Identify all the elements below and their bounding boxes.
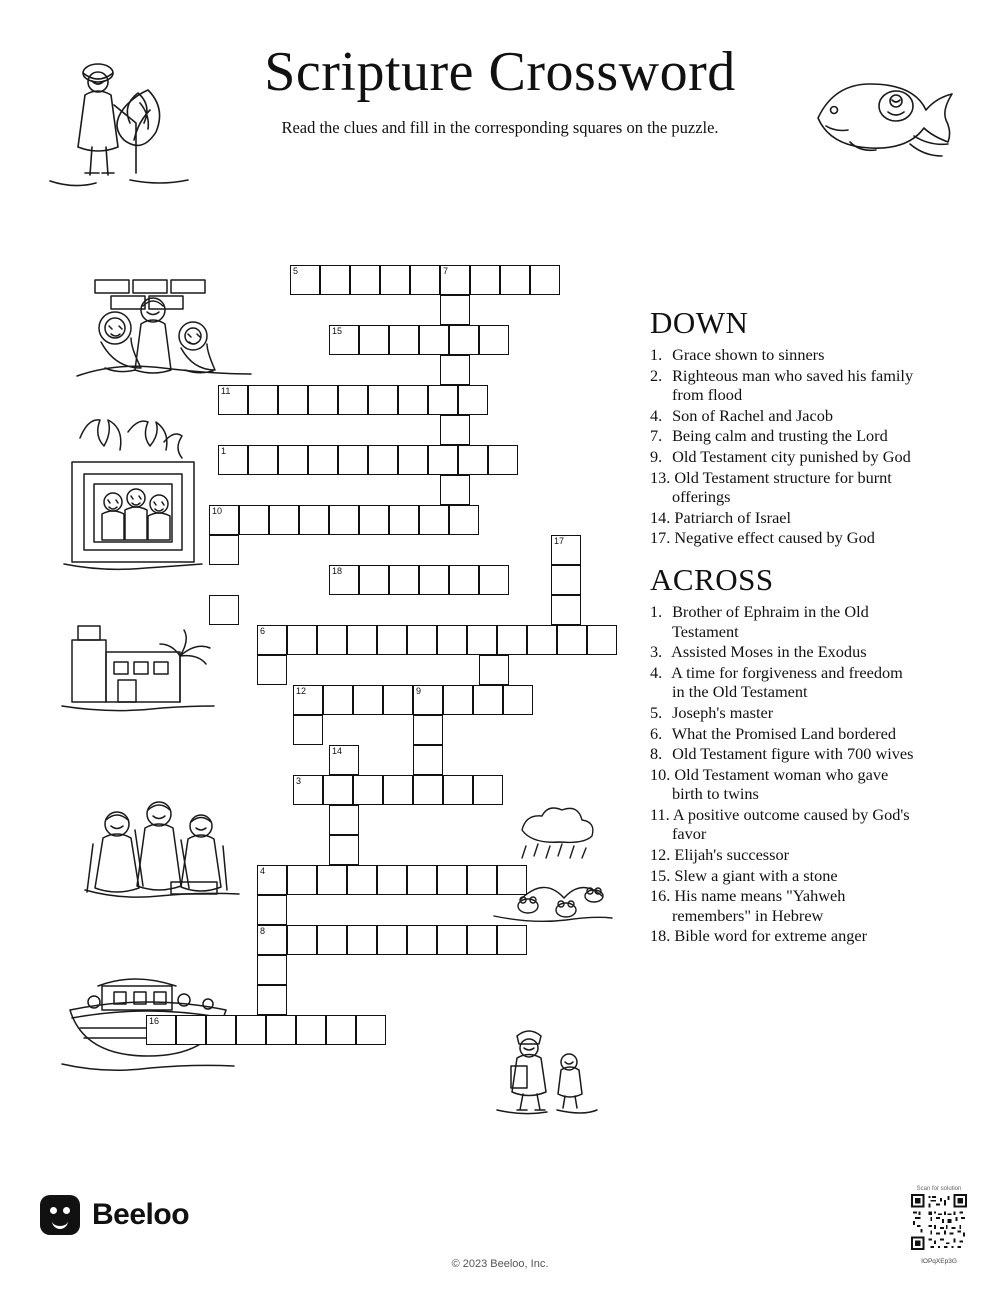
crossword-cell[interactable] <box>497 925 527 955</box>
across-clue-text: Brother of Ephraim in the Old Testament <box>668 601 869 641</box>
crossword-cell[interactable] <box>257 955 287 985</box>
crossword-cell[interactable] <box>287 865 317 895</box>
crossword-cell[interactable] <box>257 895 287 925</box>
crossword-cell[interactable] <box>467 925 497 955</box>
crossword-cell[interactable] <box>257 925 287 955</box>
across-clue-number: 15. <box>650 865 671 885</box>
crossword-cell[interactable] <box>218 445 248 475</box>
crossword-cell-number: 11 <box>221 386 231 396</box>
crossword-cell[interactable] <box>257 655 287 685</box>
across-clue-item <box>650 602 915 641</box>
brand-name: Beeloo <box>92 1198 190 1231</box>
crossword-cell[interactable] <box>209 505 239 535</box>
down-clue-item <box>650 345 915 365</box>
crossword-cell[interactable] <box>296 1015 326 1045</box>
down-heading: DOWN <box>650 305 749 340</box>
across-clue-text: Bible word for extreme anger <box>670 926 868 946</box>
beeloo-mark-icon <box>40 1195 80 1235</box>
across-clue-number: 11. <box>650 804 670 824</box>
crossword-cell[interactable] <box>257 985 287 1015</box>
temple-building-illustration <box>58 610 218 720</box>
copyright-text: © 2023 Beeloo, Inc. <box>451 1258 549 1270</box>
crossword-cell[interactable] <box>329 505 359 535</box>
crossword-cell[interactable] <box>308 385 338 415</box>
crossword-cell-number: 15 <box>332 326 343 336</box>
clues-panel <box>650 305 915 947</box>
down-clue-number: 4. <box>650 405 663 425</box>
across-clue-number: 18. <box>650 926 671 946</box>
crossword-cell[interactable] <box>317 625 347 655</box>
crossword-cell-number: 18 <box>332 566 343 576</box>
crossword-cell[interactable] <box>323 775 353 805</box>
crossword-cell[interactable] <box>467 865 497 895</box>
down-clue-text: Negative effect caused by God <box>670 528 875 548</box>
crossword-cell[interactable] <box>389 565 419 595</box>
crossword-cell[interactable] <box>293 775 323 805</box>
crossword-cell[interactable] <box>293 715 323 745</box>
down-clue-item <box>650 426 915 446</box>
crossword-cell[interactable] <box>437 625 467 655</box>
crossword-cell[interactable] <box>587 625 617 655</box>
crossword-cell[interactable] <box>329 805 359 835</box>
crossword-cell-number: 9 <box>416 686 422 696</box>
crossword-cell[interactable] <box>347 625 377 655</box>
crossword-cell[interactable] <box>437 925 467 955</box>
down-clue-text: Old Testament structure for burnt offerings <box>670 467 892 507</box>
crossword-cell[interactable] <box>209 535 239 565</box>
crossword-cell[interactable] <box>479 565 509 595</box>
down-clue-number: 14. <box>650 507 671 527</box>
across-clue-number: 8. <box>650 744 663 764</box>
crossword-cell[interactable] <box>473 685 503 715</box>
crossword-cell[interactable] <box>287 925 317 955</box>
across-clue-item <box>650 866 915 886</box>
across-clue-text: Old Testament figure with 700 wives <box>668 744 914 764</box>
across-clue-text: A positive outcome caused by God's favor <box>669 804 910 844</box>
qr-id: IOPqXEp3G <box>921 1258 957 1265</box>
qr-block <box>905 1186 973 1265</box>
crossword-cell[interactable] <box>248 445 278 475</box>
crossword-cell[interactable] <box>257 865 287 895</box>
crossword-cell-number: 16 <box>149 1016 160 1026</box>
across-clue-text: His name means "Yahweh remembers" in Hebrew <box>670 886 846 925</box>
crossword-cell[interactable] <box>527 625 557 655</box>
crossword-cell[interactable] <box>329 565 359 595</box>
crossword-cell[interactable] <box>449 565 479 595</box>
crossword-cell[interactable] <box>551 595 581 625</box>
brand-logo <box>40 1195 189 1235</box>
crossword-cell[interactable] <box>443 685 473 715</box>
across-clue-item <box>650 744 915 764</box>
qr-label: Scan for solution <box>916 1186 962 1192</box>
crossword-cell[interactable] <box>497 865 527 895</box>
crossword-cell[interactable] <box>503 685 533 715</box>
across-clue-item <box>650 703 915 723</box>
david-and-goliath-illustration <box>495 1020 600 1115</box>
crossword-cell[interactable] <box>500 265 530 295</box>
crossword-cell[interactable] <box>440 295 470 325</box>
crossword-cell[interactable] <box>308 445 338 475</box>
down-clue-item <box>650 528 915 548</box>
crossword-cell[interactable] <box>443 775 473 805</box>
across-clue-number: 1. <box>650 601 663 621</box>
qr-code-icon[interactable] <box>911 1194 967 1250</box>
crossword-cell[interactable] <box>320 265 350 295</box>
crossword-cell-number: 8 <box>260 926 266 936</box>
crossword-cell[interactable] <box>350 265 380 295</box>
down-clue-text: Son of Rachel and Jacob <box>668 405 834 425</box>
across-clue-item <box>650 642 915 662</box>
crossword-cell-number: 7 <box>443 266 449 276</box>
page-title: Scripture Crossword <box>264 41 736 103</box>
crossword-cell-number: 10 <box>212 506 223 516</box>
crossword-cell[interactable] <box>413 775 443 805</box>
across-clue-number: 12. <box>650 845 671 865</box>
across-clue-list <box>650 602 915 946</box>
crossword-cell[interactable] <box>470 265 500 295</box>
crossword-cell[interactable] <box>530 265 560 295</box>
down-clue-number: 7. <box>650 426 663 446</box>
crossword-cell[interactable] <box>377 865 407 895</box>
crossword-cell-number: 4 <box>260 866 266 876</box>
crossword-cell[interactable] <box>413 685 443 715</box>
moses-burning-bush-illustration <box>30 55 200 190</box>
crossword-cell[interactable] <box>428 445 458 475</box>
crossword-cell[interactable] <box>398 445 428 475</box>
across-clue-item <box>650 845 915 865</box>
down-clue-text: Being calm and trusting the Lord <box>668 426 888 446</box>
across-clue-number: 6. <box>650 723 663 743</box>
across-clue-number: 4. <box>650 662 663 682</box>
crossword-cell[interactable] <box>467 625 497 655</box>
down-clue-list <box>650 345 915 548</box>
crossword-cell[interactable] <box>236 1015 266 1045</box>
crossword-cell-number: 14 <box>332 746 343 756</box>
crossword-cell[interactable] <box>248 385 278 415</box>
crossword-cell[interactable] <box>356 1015 386 1045</box>
across-clue-item <box>650 724 915 744</box>
across-clue-item <box>650 926 915 946</box>
jonah-whale-illustration <box>810 70 960 180</box>
down-clue-item <box>650 468 915 507</box>
crossword-cell[interactable] <box>458 385 488 415</box>
crossword-cell[interactable] <box>383 775 413 805</box>
across-clue-text: Old Testament woman who gave birth to twins <box>670 764 889 804</box>
crossword-cell[interactable] <box>407 925 437 955</box>
down-clue-item <box>650 366 915 405</box>
across-clue-text: Joseph's master <box>668 702 774 722</box>
crossword-cell[interactable] <box>410 265 440 295</box>
crossword-cell[interactable] <box>347 925 377 955</box>
crossword-cell[interactable] <box>557 625 587 655</box>
crossword-cell[interactable] <box>440 415 470 445</box>
across-clue-item <box>650 663 915 702</box>
down-clue-text: Righteous man who saved his family from flood <box>668 365 914 405</box>
daniel-lions-den-illustration <box>75 272 255 397</box>
crossword-cell[interactable] <box>551 565 581 595</box>
across-heading: ACROSS <box>650 561 774 597</box>
three-men-illustration <box>75 790 250 915</box>
down-clue-item <box>650 406 915 426</box>
crossword-cell[interactable] <box>389 325 419 355</box>
crossword-cell[interactable] <box>239 505 269 535</box>
plague-of-frogs-illustration <box>490 800 615 925</box>
down-clue-text: Grace shown to sinners <box>668 345 825 364</box>
crossword-cell-number: 6 <box>260 626 266 636</box>
crossword-cell-number: 5 <box>293 266 299 276</box>
fiery-furnace-illustration <box>58 418 208 573</box>
crossword-cell[interactable] <box>413 745 443 775</box>
crossword-cell[interactable] <box>146 1015 176 1045</box>
crossword-cell[interactable] <box>488 445 518 475</box>
across-clue-text: Elijah's successor <box>670 845 790 865</box>
crossword-cell[interactable] <box>440 355 470 385</box>
crossword-cell-number: 1 <box>221 446 227 456</box>
crossword-cell[interactable] <box>326 1015 356 1045</box>
crossword-cell[interactable] <box>206 1015 236 1045</box>
crossword-cell[interactable] <box>359 565 389 595</box>
crossword-cell[interactable] <box>317 865 347 895</box>
crossword-cell[interactable] <box>377 925 407 955</box>
across-clue-number: 5. <box>650 702 663 722</box>
crossword-cell[interactable] <box>380 265 410 295</box>
crossword-cell[interactable] <box>413 715 443 745</box>
crossword-cell[interactable] <box>353 685 383 715</box>
across-clue-number: 3. <box>650 642 663 662</box>
crossword-cell[interactable] <box>440 475 470 505</box>
crossword-cell[interactable] <box>359 505 389 535</box>
crossword-cell[interactable] <box>398 385 428 415</box>
crossword-cell[interactable] <box>287 625 317 655</box>
across-clue-number: 16. <box>650 886 671 906</box>
crossword-cell[interactable] <box>323 685 353 715</box>
down-clue-item <box>650 447 915 467</box>
crossword-cell[interactable] <box>551 535 581 565</box>
crossword-cell[interactable] <box>479 325 509 355</box>
crossword-cell[interactable] <box>176 1015 206 1045</box>
crossword-cell[interactable] <box>437 865 467 895</box>
down-clue-text: Old Testament city punished by God <box>668 446 911 466</box>
down-clue-text: Patriarch of Israel <box>670 507 792 527</box>
crossword-cell[interactable] <box>278 445 308 475</box>
crossword-cell[interactable] <box>419 505 449 535</box>
crossword-cell[interactable] <box>377 625 407 655</box>
crossword-cell-number: 17 <box>554 536 565 546</box>
down-clue-number: 17. <box>650 528 671 548</box>
down-clue-number: 9. <box>650 446 663 466</box>
crossword-cell[interactable] <box>407 625 437 655</box>
across-clue-item <box>650 765 915 804</box>
crossword-cell[interactable] <box>449 325 479 355</box>
crossword-cell[interactable] <box>458 445 488 475</box>
crossword-cell[interactable] <box>329 835 359 865</box>
crossword-cell[interactable] <box>329 745 359 775</box>
crossword-cell[interactable] <box>290 265 320 295</box>
across-clue-text: Assisted Moses in the Exodus <box>668 642 867 662</box>
down-clue-number: 2. <box>650 365 663 385</box>
crossword-cell[interactable] <box>473 775 503 805</box>
crossword-cell-number: 12 <box>296 686 307 696</box>
crossword-cell[interactable] <box>299 505 329 535</box>
across-clue-text: Slew a giant with a stone <box>670 865 838 885</box>
page-subtitle: Read the clues and fill in the corresponding squares on the puzzle. <box>281 118 719 137</box>
across-clue-text: What the Promised Land bordered <box>668 723 897 743</box>
across-clue-item <box>650 886 915 925</box>
crossword-cell[interactable] <box>368 445 398 475</box>
down-clue-item <box>650 508 915 528</box>
crossword-cell[interactable] <box>257 625 287 655</box>
crossword-cell[interactable] <box>440 265 470 295</box>
down-clue-number: 1. <box>650 345 663 364</box>
crossword-cell[interactable] <box>317 925 347 955</box>
across-clue-text: A time for forgiveness and freedom in the Old Testament <box>668 662 903 702</box>
across-clue-number: 10. <box>650 764 671 784</box>
crossword-cell[interactable] <box>347 865 377 895</box>
crossword-cell[interactable] <box>419 325 449 355</box>
crossword-cell[interactable] <box>368 385 398 415</box>
crossword-cell[interactable] <box>353 775 383 805</box>
crossword-cell[interactable] <box>479 655 509 685</box>
across-clue-item <box>650 805 915 844</box>
crossword-cell[interactable] <box>269 505 299 535</box>
crossword-cell[interactable] <box>449 505 479 535</box>
crossword-cell[interactable] <box>497 625 527 655</box>
crossword-cell[interactable] <box>389 505 419 535</box>
crossword-cell[interactable] <box>407 865 437 895</box>
down-clue-number: 13. <box>650 467 671 487</box>
crossword-cell[interactable] <box>218 385 248 415</box>
crossword-cell[interactable] <box>293 685 323 715</box>
crossword-cell[interactable] <box>266 1015 296 1045</box>
crossword-cell[interactable] <box>329 325 359 355</box>
crossword-cell[interactable] <box>359 325 389 355</box>
crossword-cell[interactable] <box>278 385 308 415</box>
crossword-cell[interactable] <box>383 685 413 715</box>
crossword-cell[interactable] <box>338 445 368 475</box>
crossword-cell[interactable] <box>338 385 368 415</box>
crossword-cell[interactable] <box>419 565 449 595</box>
crossword-cell[interactable] <box>428 385 458 415</box>
crossword-cell[interactable] <box>209 595 239 625</box>
crossword-cell-number: 3 <box>296 776 302 786</box>
